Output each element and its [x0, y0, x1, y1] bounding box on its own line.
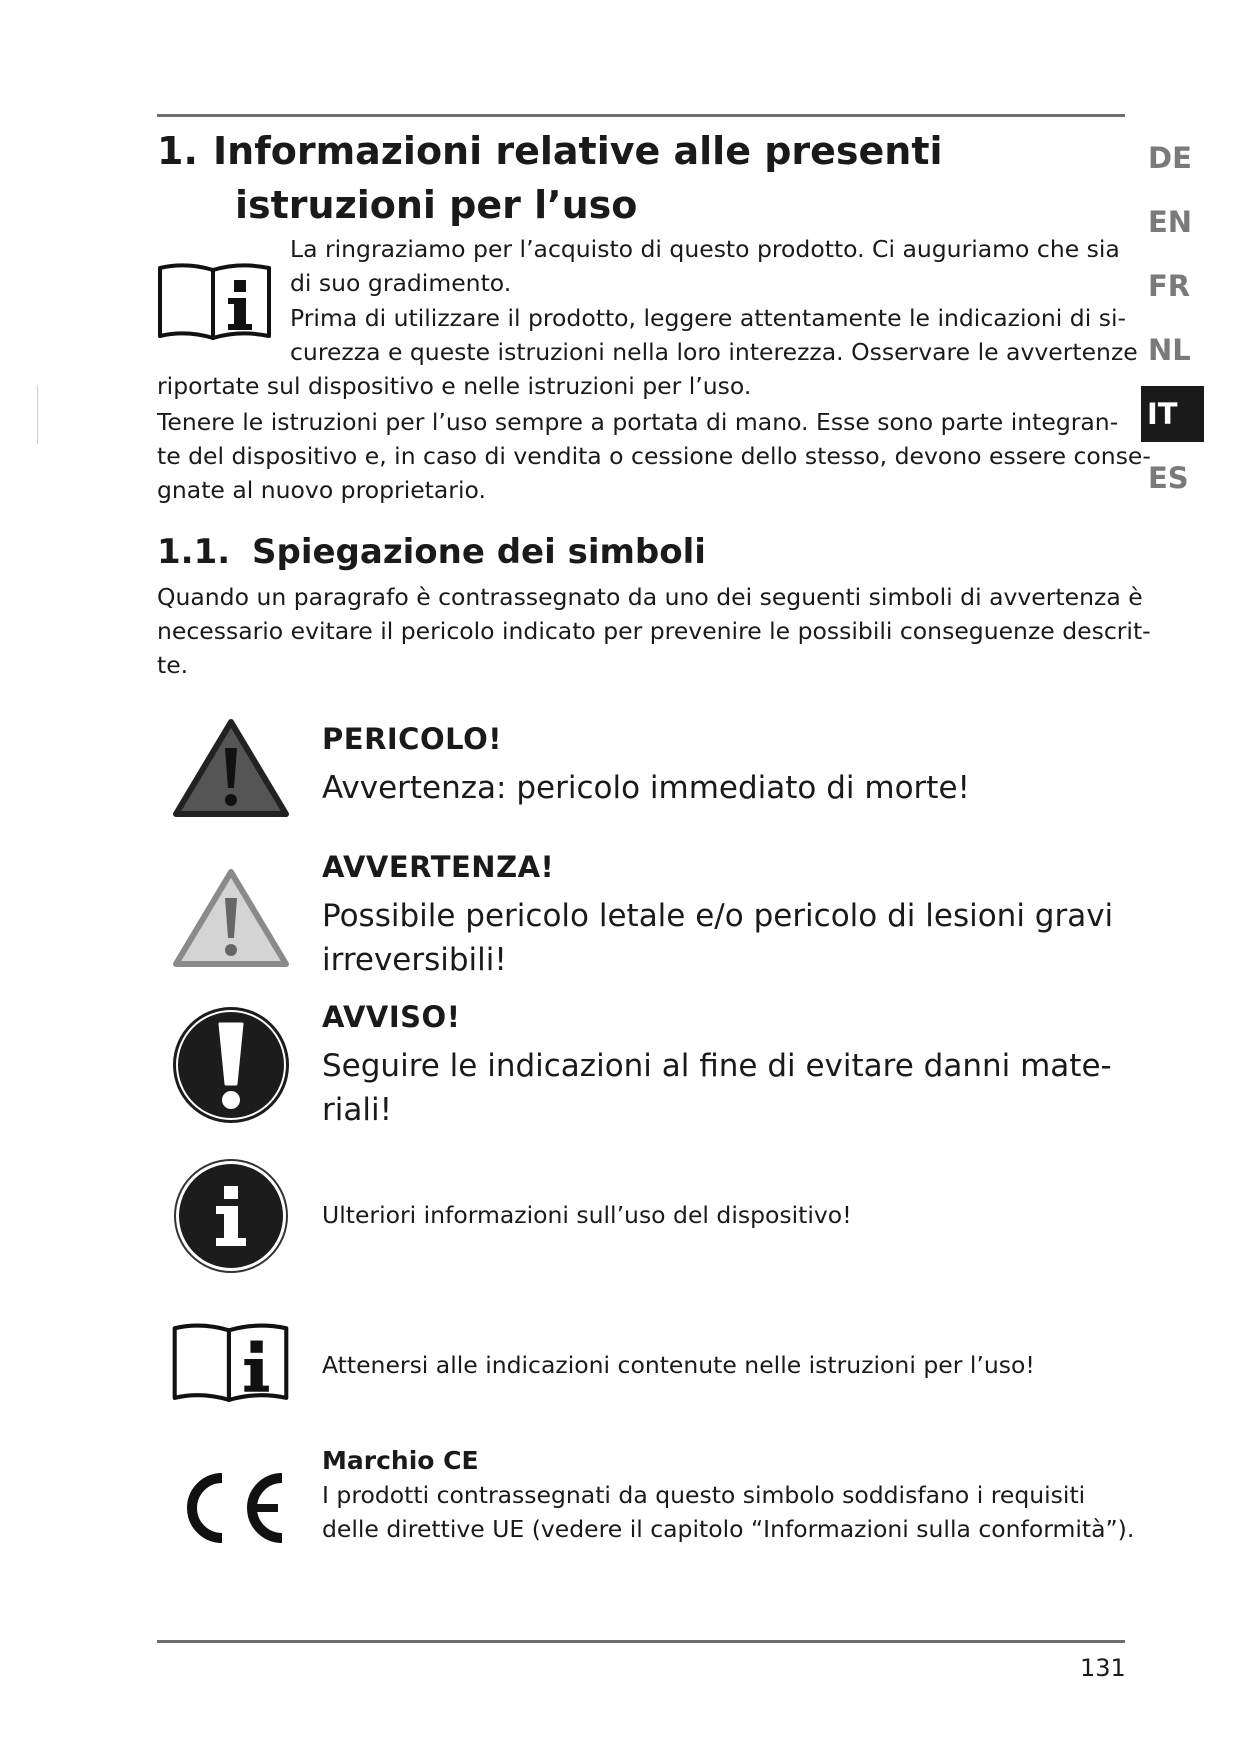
lang-tab-en[interactable]: EN	[1148, 205, 1193, 239]
section-1-title-line2: istruzioni per l’uso	[235, 183, 638, 227]
body-line: te.	[157, 651, 189, 679]
ce-text-line: delle direttive UE (vedere il capitolo “Informazioni sulla conformità”).	[322, 1515, 1135, 1543]
exclamation-circle-icon	[170, 1004, 292, 1126]
section-1-title-line1: Informazioni relative alle presenti	[213, 129, 943, 173]
warning-text-line: irreversibili!	[322, 942, 507, 978]
intro-line: di suo gradimento.	[290, 269, 512, 297]
lang-tab-fr[interactable]: FR	[1148, 269, 1191, 303]
margin-mark	[37, 386, 38, 444]
section-1-1-heading	[157, 530, 706, 574]
ce-title: Marchio CE	[322, 1446, 479, 1475]
section-1-1-title: Spiegazione dei simboli	[252, 532, 706, 572]
ce-mark-icon	[170, 1468, 292, 1548]
notice-text-line: riali!	[322, 1092, 393, 1128]
lang-tab-it[interactable]: IT	[1141, 386, 1204, 442]
lang-tab-es[interactable]: ES	[1148, 461, 1189, 495]
info-circle-icon	[170, 1158, 292, 1274]
danger-text: Avvertenza: pericolo immediato di morte!	[322, 770, 970, 806]
body-line: Tenere le istruzioni per l’uso sempre a portata di mano. Esse sono parte integran-	[157, 408, 1119, 436]
intro-line: Prima di utilizzare il prodotto, leggere attentamente le indicazioni di si-	[290, 304, 1126, 332]
warning-title: AVVERTENZA!	[322, 850, 555, 884]
top-rule	[157, 114, 1125, 117]
warning-text-line: Possibile pericolo letale e/o pericolo di lesioni gravi	[322, 898, 1114, 934]
danger-title: PERICOLO!	[322, 722, 502, 756]
body-line: riportate sul dispositivo e nelle istruzioni per l’uso.	[157, 372, 752, 400]
lang-tab-de[interactable]: DE	[1148, 141, 1192, 175]
notice-text-line: Seguire le indicazioni al fine di evitare danni mate-	[322, 1048, 1112, 1084]
intro-line: curezza e queste istruzioni nella loro interezza. Osservare le avvertenze	[290, 338, 1138, 366]
body-line: Quando un paragrafo è contrassegnato da uno dei seguenti simboli di avvertenza è	[157, 583, 1143, 611]
warning-triangle-icon	[170, 866, 292, 970]
body-line: te del dispositivo e, in caso di vendita o cessione dello stesso, devono essere conse-	[157, 442, 1151, 470]
manual-text: Attenersi alle indicazioni contenute nelle istruzioni per l’uso!	[322, 1351, 1035, 1379]
body-line: necessario evitare il pericolo indicato per prevenire le possibili conseguenze descrit-	[157, 617, 1151, 645]
body-line: gnate al nuovo proprietario.	[157, 476, 486, 504]
page-number: 131	[1080, 1654, 1126, 1682]
manual-book-icon	[156, 258, 274, 342]
ce-text-line: I prodotti contrassegnati da questo simbolo soddisfano i requisiti	[322, 1481, 1086, 1509]
intro-line: La ringraziamo per l’acquisto di questo prodotto. Ci auguriamo che sia	[290, 235, 1120, 263]
info-text: Ulteriori informazioni sull’uso del dispositivo!	[322, 1201, 852, 1229]
section-1-number: 1.	[157, 129, 198, 173]
lang-tab-nl[interactable]: NL	[1148, 333, 1191, 367]
danger-triangle-icon	[170, 716, 292, 820]
manual-book-icon	[170, 1318, 292, 1404]
notice-title: AVVISO!	[322, 1000, 461, 1034]
bottom-rule	[157, 1640, 1125, 1643]
section-1-1-number: 1.1.	[157, 532, 231, 572]
